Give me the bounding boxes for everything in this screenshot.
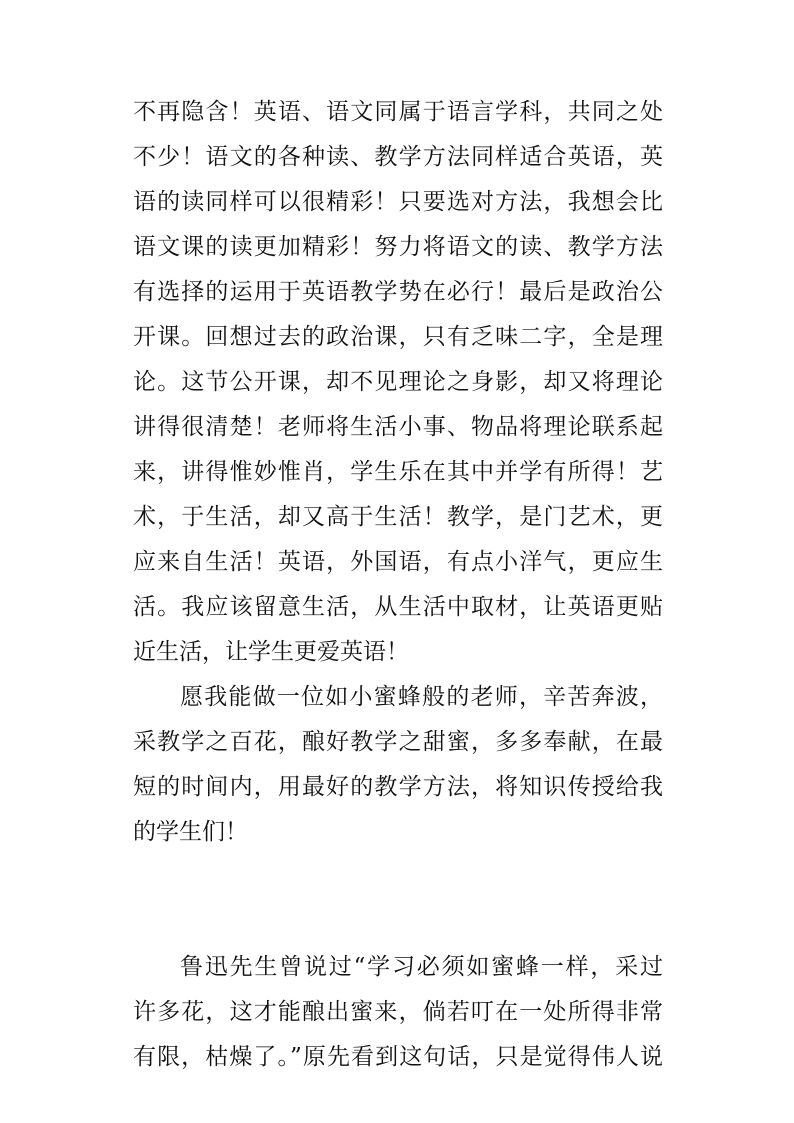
text-line: 不再隐含！英语、语文同属于语言学科，共同之处	[133, 99, 663, 125]
paragraph-first-line: 愿我能做一位如小蜜蜂般的老师，辛苦奔波，	[180, 684, 663, 710]
text-line: 短的时间内，用最好的教学方法，将知识传授给我	[133, 774, 663, 800]
text-line: 应来自生活！英语，外国语，有点小洋气，更应生	[133, 549, 663, 575]
text-line: 许多花，这才能酿出蜜来，倘若叮在一处所得非常	[133, 999, 663, 1025]
text-line: 不少！语文的各种读、教学方法同样适合英语，英	[133, 144, 663, 170]
text-line: 讲得很清楚！老师将生活小事、物品将理论联系起	[133, 414, 663, 440]
text-line: 采教学之百花，酿好教学之甜蜜，多多奉献，在最	[133, 729, 663, 755]
text-line: 语的读同样可以很精彩！只要选对方法，我想会比	[133, 189, 663, 215]
text-line: 近生活，让学生更爱英语！	[133, 639, 409, 665]
text-line: 有选择的运用于英语教学势在必行！最后是政治公	[133, 279, 663, 305]
paragraph-first-line: 鲁迅先生曾说过“学习必须如蜜蜂一样，采过	[180, 954, 663, 980]
text-line: 的学生们！	[133, 819, 248, 845]
text-line: 开课。回想过去的政治课，只有乏味二字，全是理	[133, 324, 663, 350]
text-line: 来，讲得惟妙惟肖，学生乐在其中并学有所得！艺	[133, 459, 663, 485]
text-line: 语文课的读更加精彩！努力将语文的读、教学方法	[133, 234, 663, 260]
text-line: 论。这节公开课，却不见理论之身影，却又将理论	[133, 369, 663, 395]
text-line: 活。我应该留意生活，从生活中取材，让英语更贴	[133, 594, 663, 620]
text-line: 术，于生活，却又高于生活！教学，是门艺术，更	[133, 504, 663, 530]
text-line: 有限，枯燥了。”原先看到这句话，只是觉得伟人说	[133, 1044, 663, 1070]
